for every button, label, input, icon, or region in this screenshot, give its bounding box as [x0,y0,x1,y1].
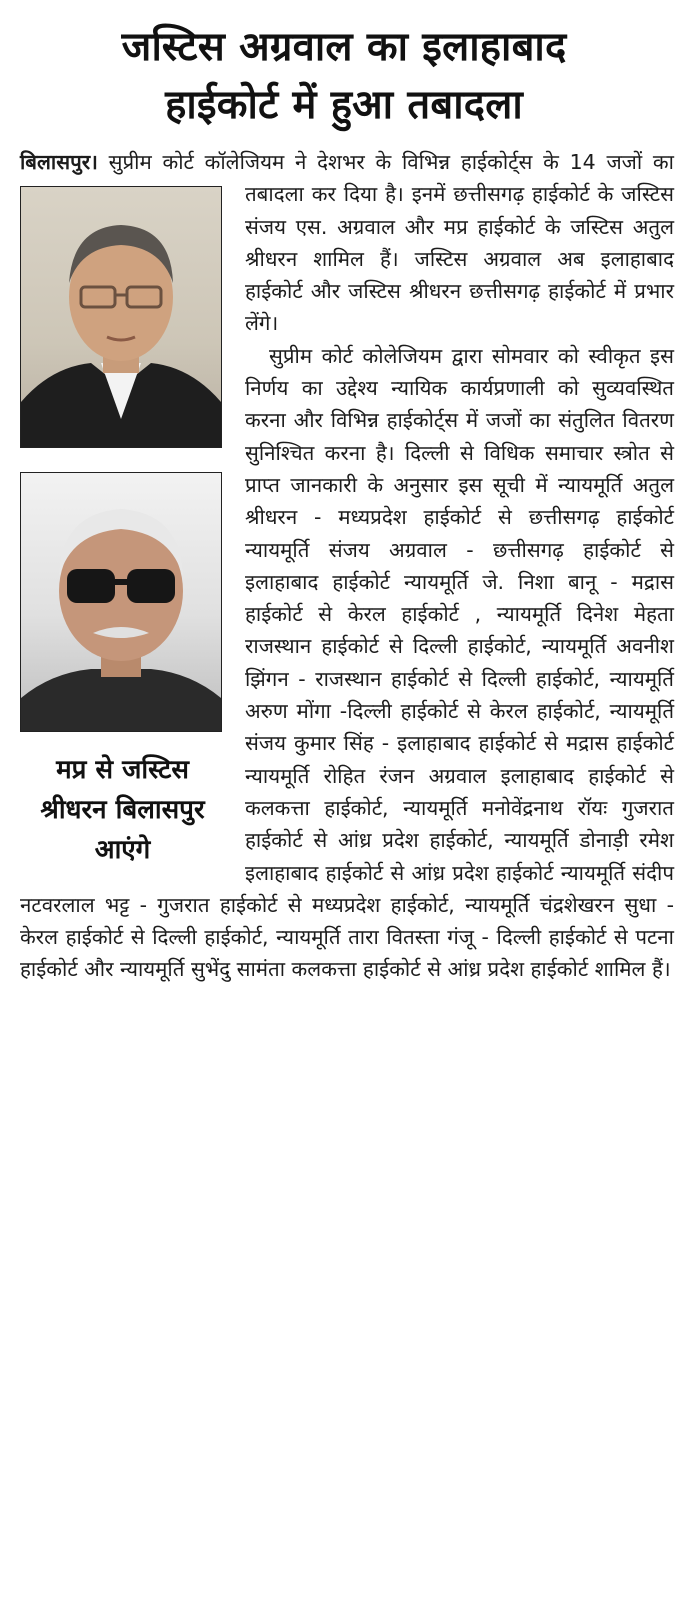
intro-continued: छत्तीसगढ़ हाईकोर्ट के जस्टिस संजय एस. अग्रवाल और मप्र हाईकोर्ट के जस्टिस अतुल श्रीधरन शामिल हैं। जस्टिस अग्रवाल अब इलाहाबाद हाईकोर्ट और जस्टिस श्रीधरन छत्तीसगढ़ हाईकोर्ट में प्रभार लेंगे। [245,182,674,336]
intro-opening: सुप्रीम कोर्ट कॉलेजियम ने देशभर के विभिन्न हाईकोर्ट्स के 14 जजों का तबादला कर दिया है। इनमें [97,150,674,207]
side-caption: मप्र से जस्टिस श्रीधरन बिलासपुर आएंगे [40,755,205,866]
portrait-sreedharan-image [21,473,221,731]
portrait-agrawal-image [21,187,221,447]
dateline: बिलासपुर। [20,150,98,174]
judge-photo-agrawal [20,186,222,448]
photo-column [20,186,225,870]
headline [0,0,688,134]
headline-line-1: जस्टिस अग्रवाल का इलाहाबाद [121,24,567,70]
judge-photo-sreedharan [20,472,222,732]
paragraph-2-text: सुप्रीम कोर्ट कोलेजियम द्वारा सोमवार को स्वीकृत इस निर्णय का उद्देश्य न्यायिक कार्यप्रणाली को सुव्यवस्थित करना और विभिन्न हाईकोर्ट्स में जजों का संतुलित वितरण सुनिश्चित करना है। दिल्ली से विधिक समाचार स्त्रोत से प्राप्त जानकारी के अनुसार इस सूची में न्यायमूर्ति अतुल श्रीधरन - मध्यप्रदेश हाईकोर्ट से छत्तीसगढ़ हाईकोर्ट न्यायमूर्ति संजय अग्रवाल - छत्तीसगढ़ हाईकोर्ट से इलाहाबाद हाईकोर्ट न्यायमूर्ति जे. निशा बानू - मद्रास हाईकोर्ट से केरल हाईकोर्ट , न्यायमूर्ति दिनेश मेहता राजस्थान हाईकोर्ट से दिल्ली हाईकोर्ट, न्यायमूर्ति अवनीश झिंगन - राजस्थान हाईकोर्ट से दिल्ली हाईकोर्ट, न्यायमूर्ति अरुण मोंगा -दिल्ली हाईकोर्ट से केरल हाईकोर्ट, न्यायमूर्ति संजय कुमार सिंह - इलाहाबाद हाईकोर्ट से मद्रास हाईकोर्ट न्यायमूर्ति रोहित रंजन अग्रवाल इलाहाबाद हाईकोर्ट से कलकत्ता हाईकोर्ट, न्यायमूर्ति मनोवेंद्रनाथ रॉयः गुजरात हाईकोर्ट से आंध्र प्रदेश हाईकोर्ट, न्यायमूर्ति डोनाड़ी रमेश इलाहाबाद हाईकोर्ट से आंध्र प्रदेश हाईकोर्ट न्यायमूर्ति संदीप नटवरलाल भट्ट - गुजरात हाईकोर्ट से मध्यप्रदेश हाईकोर्ट, न्यायमूर्ति चंद्रशेखरन सुधा - केरल हाईकोर्ट से दिल्ली हाईकोर्ट, न्यायमूर्ति तारा वितस्ता गंजू - दिल्ली हाईकोर्ट से पटना हाईकोर्ट और न्यायमूर्ति सुभेंदु सामंता कलकत्ता हाईकोर्ट से आंध्र प्रदेश हाईकोर्ट शामिल हैं। [20,343,674,982]
article-body [0,134,688,986]
headline-line-2: हाईकोर्ट में हुआ तबादला [165,82,523,128]
